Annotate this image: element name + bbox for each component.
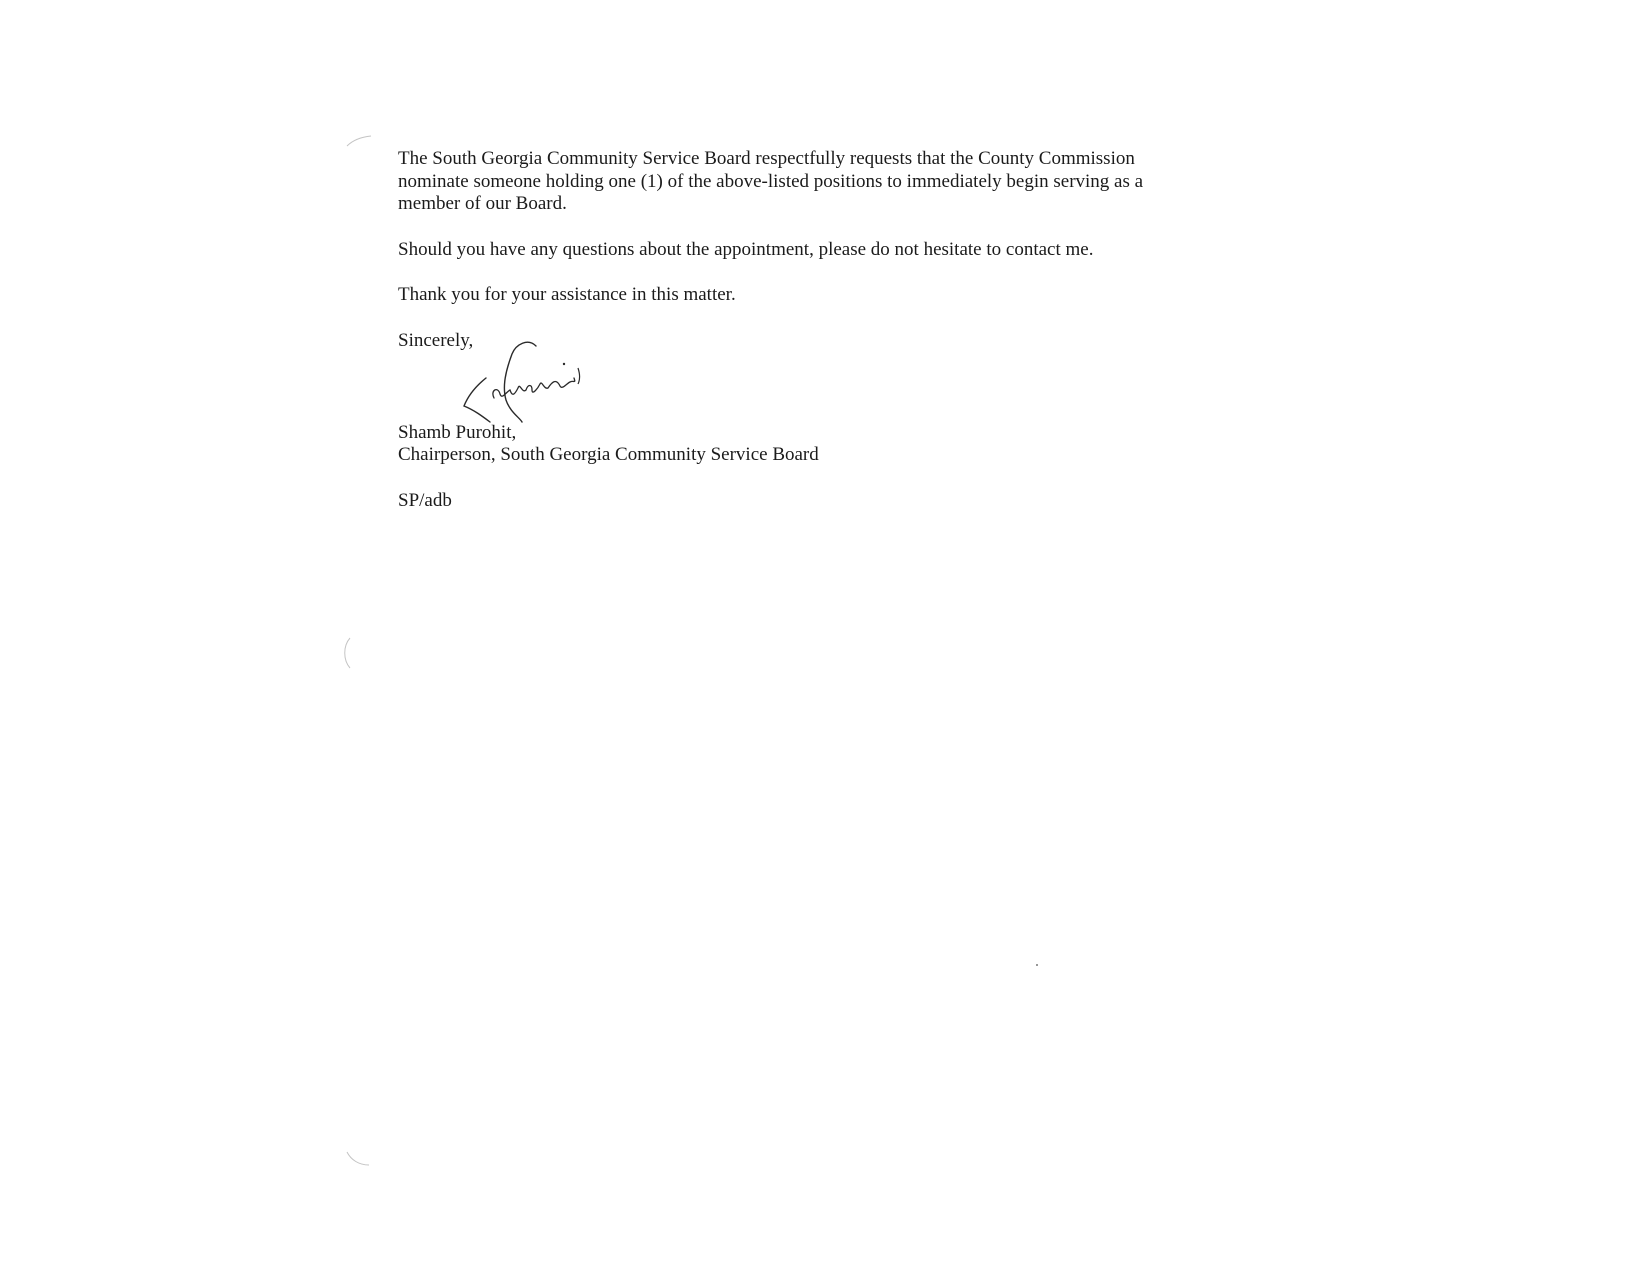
closing-salutation: Sincerely, [398, 329, 474, 351]
paragraph-thanks: Thank you for your assistance in this matter. [398, 284, 736, 305]
paragraph-request: The South Georgia Community Service Board respectfully requests that the County Commission nominate someone holding one (1) of the above-listed positions to immediately begin serving as a member of our Board. [398, 148, 1144, 214]
handwritten-signature [424, 338, 584, 428]
scan-mark-middle [340, 636, 354, 670]
paragraph-questions: Should you have any questions about the appointment, please do not hesitate to contact me. [398, 238, 1094, 260]
signer-title: Chairperson, South Georgia Community Service Board [398, 444, 819, 465]
signer-name: Shamb Purohit, [398, 421, 517, 443]
reference-initials: SP/adb [398, 489, 452, 511]
signature-area [398, 352, 1188, 422]
signer-block [398, 422, 1188, 467]
scan-dot [1036, 964, 1038, 966]
letter-body [398, 148, 1188, 512]
scan-mark-bottom [345, 1150, 371, 1168]
scan-mark-top [345, 134, 373, 150]
